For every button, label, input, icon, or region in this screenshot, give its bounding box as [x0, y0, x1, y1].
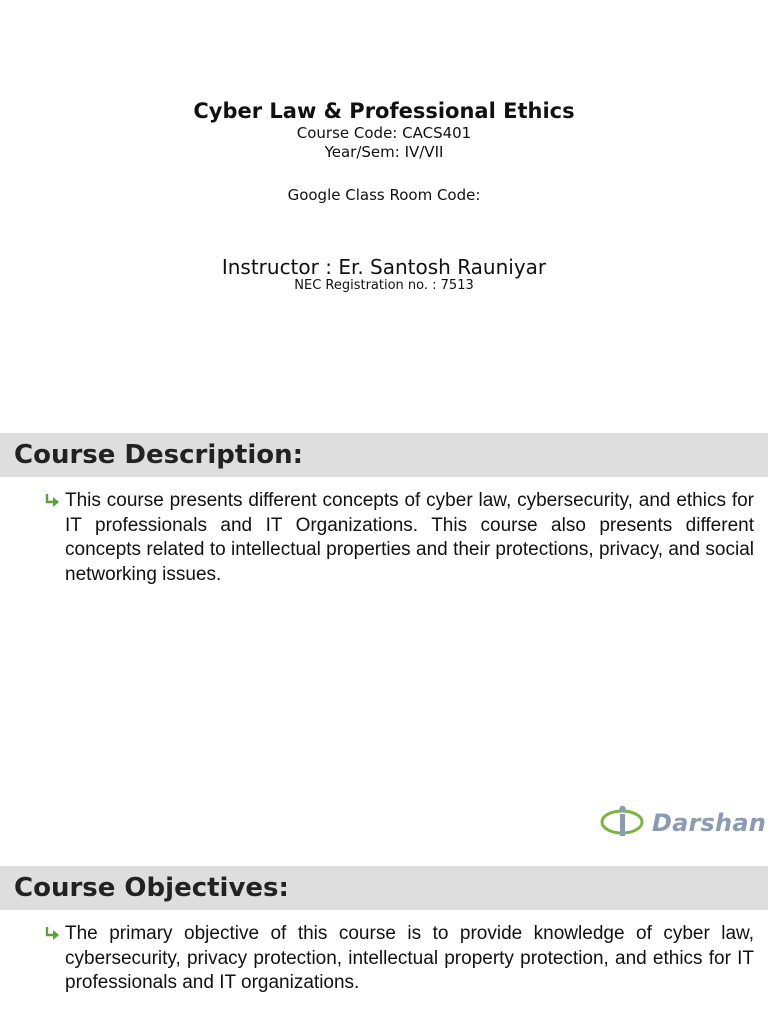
green-arrow-bullet-icon: [44, 492, 64, 510]
instructor-name: Instructor : Er. Santosh Rauniyar: [221, 255, 547, 279]
darshan-logo: [600, 800, 768, 844]
description-text: This course presents different concepts of cyber law, cybersecurity, and ethics for IT professionals and IT Organizations. This course also presents different concepts related to intellectual properties and their protections, privacy, and social networking issues.: [65, 490, 754, 585]
course-description-body: [44, 489, 754, 587]
course-code: Course Code: CACS401: [296, 124, 472, 142]
green-arrow-bullet-icon: [44, 925, 64, 943]
darshan-logo-icon: [600, 800, 648, 844]
title-block: [0, 98, 768, 162]
course-objectives-body: [44, 922, 754, 996]
section-heading: Course Description:: [14, 440, 303, 470]
nec-registration: NEC Registration no. : 7513: [294, 278, 474, 293]
year-sem: Year/Sem: IV/VII: [324, 143, 444, 161]
course-title: Cyber Law & Professional Ethics: [193, 99, 575, 123]
course-objectives-header: [0, 866, 768, 910]
logo-wordmark: Darshan: [652, 809, 767, 837]
course-description-header: [0, 433, 768, 477]
objectives-text: The primary objective of this course is to provide knowledge of cyber law, cybersecurity, privacy protection, intellectual property protection, and ethics for IT professionals and IT organizations.: [65, 923, 754, 993]
google-classroom-code: Google Class Room Code:: [287, 186, 481, 204]
section-heading: Course Objectives:: [14, 873, 289, 903]
